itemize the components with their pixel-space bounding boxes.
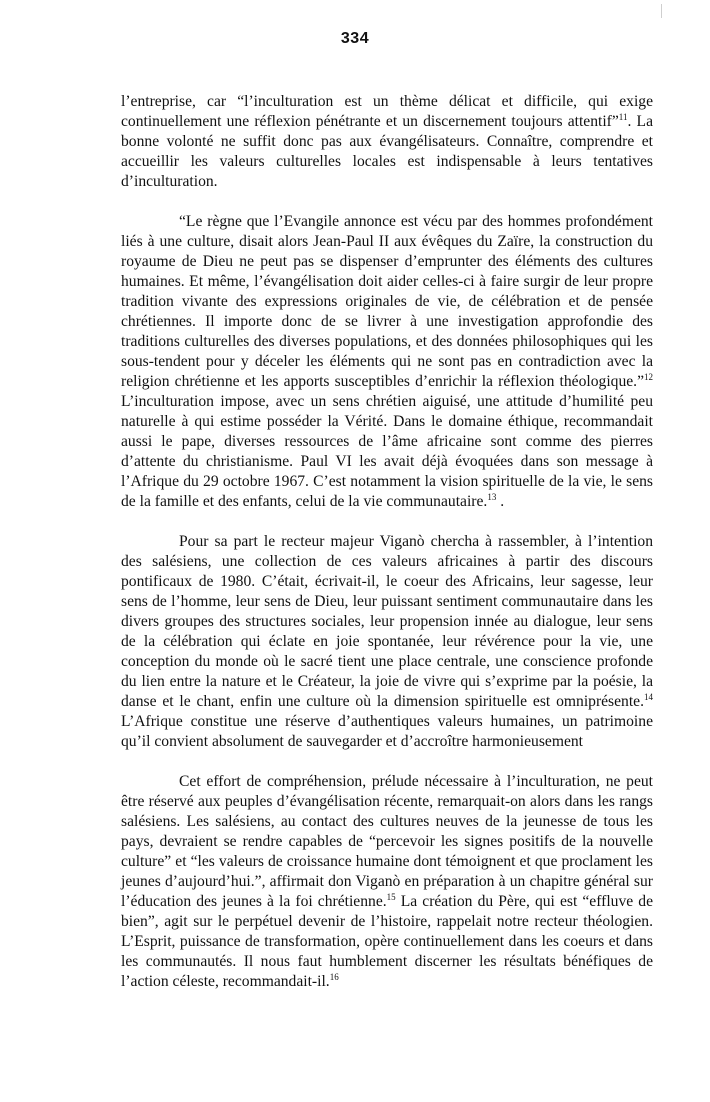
text-run: . La bonne volonté ne suffit donc pas aux évangélisateurs. Connaître, comprendre et accueillir les valeurs culturelles locales est indispensable à leurs tentatives d’inculturation. — [121, 113, 653, 190]
text-run: “Le règne que l’Evangile annonce est vécu par des hommes profondément liés à une culture, disait alors Jean-Paul II aux évêques du Zaïre, la construction du royaume de Dieu ne peut pas se dispenser d’emprunter des éléments des cultures humaines. Et même, l’évangélisation doit aider celles-ci à faire surgir de leur propre tradition vivante des expressions originales de vie, de célébration et de pensée chrétiennes. Il importe donc de se livrer à une investigation approfondie des traditions culturelles des diverses populations, et des données philosophiques qui les sous-tendent pour y déceler les éléments qui ne sont pas en contradiction avec la religion chrétienne et les apports susceptibles d’enrichir la réflexion théologique.” — [121, 213, 653, 390]
paragraph-3 — [121, 532, 653, 752]
paragraph-1 — [121, 92, 653, 192]
paragraph-4 — [121, 772, 653, 992]
footnote-ref-12: 12 — [644, 371, 653, 382]
text-run: . — [496, 493, 505, 510]
text-run: Pour sa part le recteur majeur Viganò chercha à rassembler, à l’intention des salésiens, une collection de ces valeurs africaines à partir des discours pontificaux de 1980. C’était, écrivait-il, le coeur des Africains, leur sagesse, leur sens de l’homme, leur sens de Dieu, leur puissant sentiment communautaire dans les divers groupes des structures sociales, leur propension innée au dialogue, leur sens de la célébration qui éclate en joie spontanée, leur révérence pour la vie, une conception du monde où le sacré tient une place centrale, une conscience profonde du lien entre la nature et le Créateur, la joie de vivre qui s’exprime par la poésie, la danse et le chant, enfin une culture où la dimension spirituelle est omniprésente. — [121, 533, 653, 710]
text-run: L’Afrique constitue une réserve d’authentiques valeurs humaines, un patrimoine qu’il convient absolument de sauvegarder et d’accroître harmonieusement — [121, 713, 653, 750]
body-text — [121, 92, 653, 1012]
footnote-ref-16: 16 — [329, 971, 339, 982]
footnote-ref-13: 13 — [487, 491, 497, 502]
footnote-ref-11: 11 — [618, 111, 628, 122]
footnote-ref-15: 15 — [386, 891, 396, 902]
text-run: Cet effort de compréhension, prélude nécessaire à l’inculturation, ne peut être réservé aux peuples d’évangélisation récente, remarquait-on alors dans les rangs salésiens. Les salésiens, au contact des cultures neuves de la jeunesse de tous les pays, devraient se rendre capables de “percevoir les signes positifs de la nouvelle culture” et “les valeurs de croissance humaine dont témoignent et que proclament les jeunes d’aujourd’hui.”, affirmait don Viganò en préparation à un chapitre général sur l’éducation des jeunes à la foi chrétienne. — [121, 773, 653, 910]
footnote-ref-14: 14 — [644, 691, 653, 702]
paragraph-2 — [121, 212, 653, 512]
text-run: L’inculturation impose, avec un sens chrétien aiguisé, une attitude d’humilité peu naturelle à qui estime posséder la Vérité. Dans le domaine éthique, recommandait aussi le pape, diverses ressources de l’âme africaine sont comme des pierres d’attente du christianisme. Paul VI les avait déjà évoquées dans son message à l’Afrique du 29 octobre 1967. C’est notamment la vision spirituelle de la vie, le sens de la famille et des enfants, celui de la vie communautaire. — [121, 393, 653, 510]
scan-edge-mark — [661, 4, 662, 18]
text-run: La création du Père, qui est “effluve de bien”, agit sur le perpétuel devenir de l’histoire, rappelait notre recteur théologien. L’Esprit, puissance de transformation, opère continuellement dans les coeurs et dans les communautés. Il nous faut humblement discerner les résultats bénéfiques de l’action céleste, recommandait-il. — [121, 893, 653, 990]
page-number: 334 — [340, 30, 370, 47]
text-run: l’entreprise, car “l’inculturation est un thème délicat et difficile, qui exige continuellement une réflexion pénétrante et un discernement toujours attentif” — [121, 93, 653, 130]
